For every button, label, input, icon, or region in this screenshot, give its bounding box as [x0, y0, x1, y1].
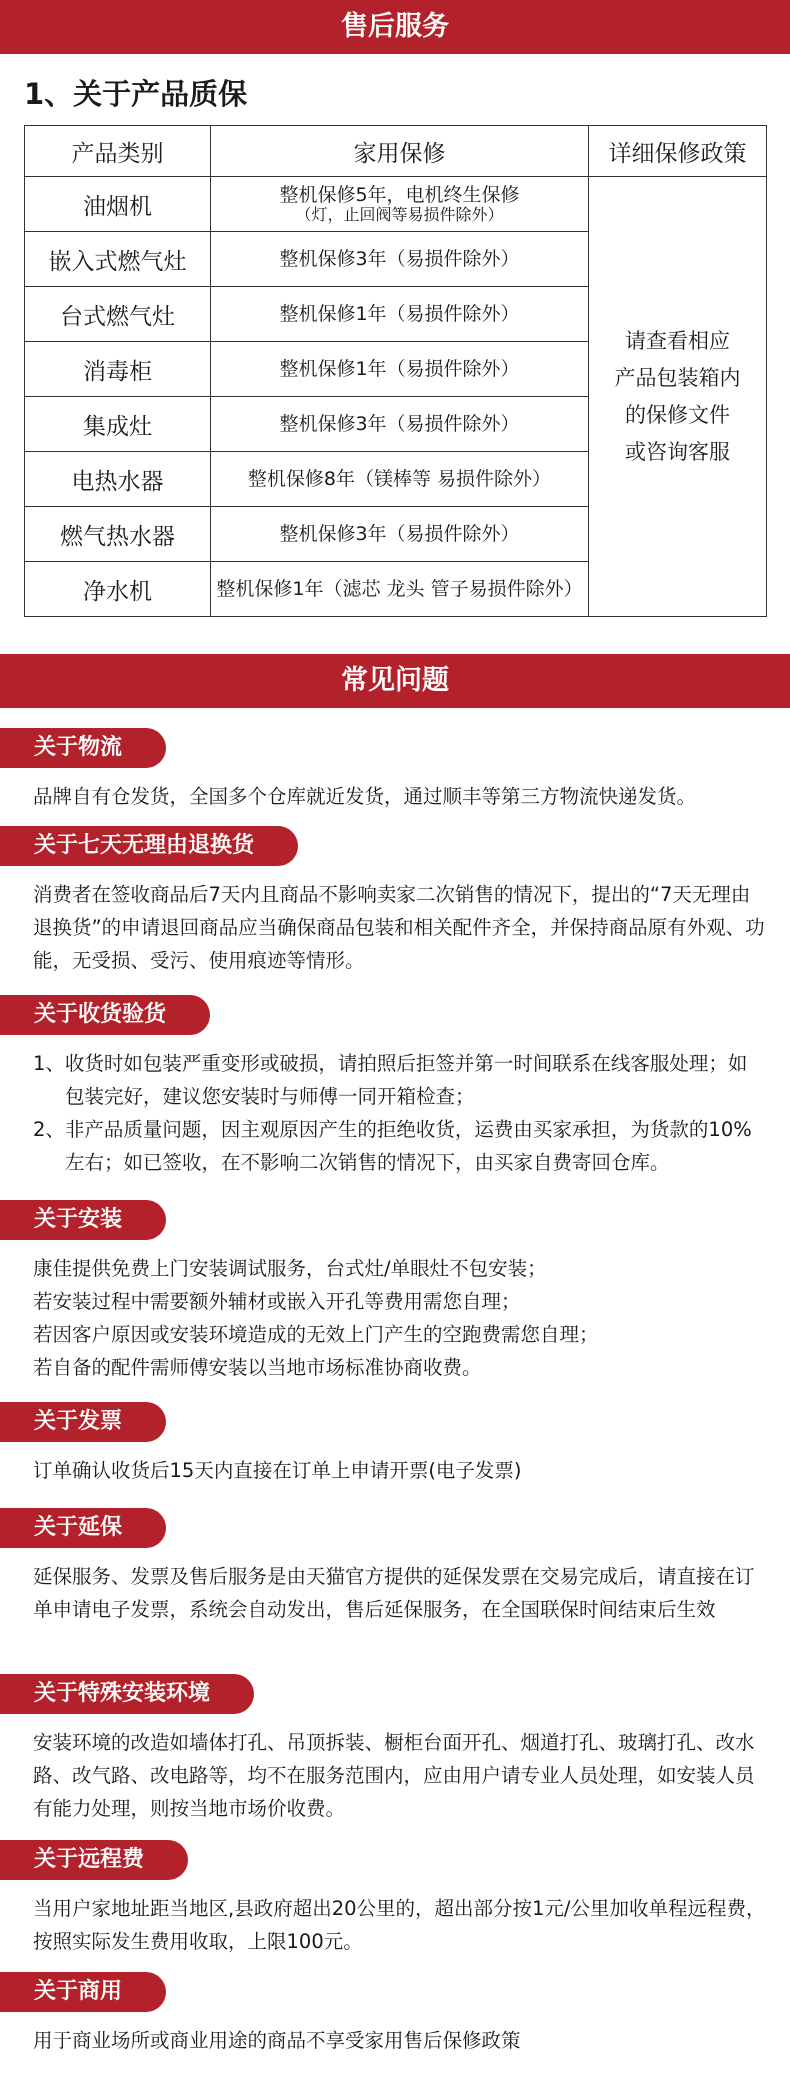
- faq-line: 若安装过程中需要额外辅材或嵌入开孔等费用需您自理；: [33, 1290, 521, 1313]
- faq-body: [33, 1560, 766, 1626]
- faq-line: 当用户家地址距当地区,县政府超出20公里的，超出部分按1元/公里加收单程远程费，按照实际发生费用收取，上限100元。: [33, 1897, 766, 1953]
- faq-tag: 关于安装: [0, 1200, 166, 1240]
- category-cell: 电热水器: [25, 452, 211, 507]
- after-sales-header: 售后服务: [0, 0, 790, 54]
- faq-tag: 关于特殊安装环境: [0, 1674, 254, 1714]
- faq-line: 消费者在签收商品后7天内且商品不影响卖家二次销售的情况下，提出的“7天无理由退换货”的申请退回商品应当确保商品包装和相关配件齐全，并保持商品原有外观、功能，无受损、受污、使用痕迹等情形。: [33, 883, 765, 972]
- header-home-warranty: 家用保修: [211, 126, 589, 177]
- faq-body: [33, 1252, 766, 1384]
- faq-line: 1、收货时如包装严重变形或破损，请拍照后拒签并第一时间联系在线客服处理；如包装完好，建议您安装时与师傅一同开箱检查；: [33, 1052, 748, 1108]
- faq-line: 订单确认收货后15天内直接在订单上申请开票(电子发票): [33, 1459, 522, 1482]
- faq-tag: 关于远程费: [0, 1840, 188, 1880]
- faq-invoice: [0, 1402, 790, 1487]
- faq-body: [33, 2024, 766, 2057]
- table-header-row: [25, 126, 767, 177]
- faq-tag: 关于商用: [0, 1972, 166, 2012]
- faq-body: [33, 1892, 766, 1958]
- faq-tag: 关于物流: [0, 728, 166, 768]
- faq-body: [33, 1454, 766, 1487]
- plan-note: （灯，止回阀等易损件除外）: [295, 205, 504, 224]
- faq-extended-warranty: [0, 1508, 790, 1626]
- policy-cell: [589, 177, 767, 617]
- policy-line: 或咨询客服: [625, 439, 730, 464]
- category-cell: 净水机: [25, 562, 211, 617]
- plan-cell: 整机保修3年（易损件除外）: [211, 507, 589, 562]
- faq-line: 安装环境的改造如墙体打孔、吊顶拆装、橱柜台面开孔、烟道打孔、玻璃打孔、改水路、改气路、改电路等，均不在服务范围内，应由用户请专业人员处理，如安装人员有能力处理，则按当地市场价收费。: [33, 1731, 755, 1820]
- plan-cell: 整机保修1年（易损件除外）: [211, 287, 589, 342]
- faq-line: 延保服务、发票及售后服务是由天猫官方提供的延保发票在交易完成后，请直接在订单申请电子发票，系统会自动发出，售后延保服务，在全国联保时间结束后生效: [33, 1565, 755, 1621]
- faq-tag: 关于发票: [0, 1402, 166, 1442]
- faq-remote-fee: [0, 1840, 790, 1958]
- table-row: [25, 177, 767, 232]
- faq-body: [33, 878, 766, 977]
- category-cell: 集成灶: [25, 397, 211, 452]
- faq-body: [33, 780, 766, 813]
- faq-commercial-use: [0, 1972, 790, 2057]
- category-cell: 燃气热水器: [25, 507, 211, 562]
- plan-cell: 整机保修1年（滤芯 龙头 管子易损件除外）: [211, 562, 589, 617]
- policy-line: 的保修文件: [625, 402, 730, 427]
- plan-cell: 整机保修3年（易损件除外）: [211, 232, 589, 287]
- category-cell: 消毒柜: [25, 342, 211, 397]
- warranty-section-title: 1、关于产品质保: [24, 77, 248, 111]
- policy-line: 请查看相应: [625, 328, 730, 353]
- warranty-table: [24, 125, 767, 617]
- faq-body: [33, 1047, 766, 1179]
- plan-cell: 整机保修3年（易损件除外）: [211, 397, 589, 452]
- plan-cell: 整机保修1年（易损件除外）: [211, 342, 589, 397]
- faq-line: 若因客户原因或安装环境造成的无效上门产生的空跑费需您自理；: [33, 1323, 599, 1346]
- category-cell: 台式燃气灶: [25, 287, 211, 342]
- faq-line: 品牌自有仓发货，全国多个仓库就近发货，通过顺丰等第三方物流快递发货。: [33, 785, 697, 808]
- plan-text: 整机保修5年，电机终生保修: [279, 184, 520, 206]
- plan-cell: [211, 177, 589, 232]
- faq-tag: 关于七天无理由退换货: [0, 826, 298, 866]
- category-cell: 油烟机: [25, 177, 211, 232]
- header-category: 产品类别: [25, 126, 211, 177]
- faq-receipt-inspection: [0, 995, 790, 1179]
- faq-installation: [0, 1200, 790, 1384]
- faq-header: 常见问题: [0, 654, 790, 708]
- plan-cell: 整机保修8年（镁棒等 易损件除外）: [211, 452, 589, 507]
- faq-line: 用于商业场所或商业用途的商品不享受家用售后保修政策: [33, 2029, 521, 2052]
- faq-seven-day-return: [0, 826, 790, 977]
- faq-line: 康佳提供免费上门安装调试服务，台式灶/单眼灶不包安装；: [33, 1257, 547, 1280]
- faq-line: 若自备的配件需师傅安装以当地市场标准协商收费。: [33, 1356, 482, 1379]
- faq-body: [33, 1726, 766, 1825]
- category-cell: 嵌入式燃气灶: [25, 232, 211, 287]
- header-policy: 详细保修政策: [589, 126, 767, 177]
- faq-line: 2、非产品质量问题，因主观原因产生的拒绝收货，运费由买家承担，为货款的10%左右；如已签收，在不影响二次销售的情况下，由买家自费寄回仓库。: [33, 1118, 752, 1174]
- faq-special-installation: [0, 1674, 790, 1825]
- faq-tag: 关于延保: [0, 1508, 166, 1548]
- faq-logistics: [0, 728, 790, 813]
- faq-tag: 关于收货验货: [0, 995, 210, 1035]
- policy-line: 产品包装箱内: [614, 365, 741, 390]
